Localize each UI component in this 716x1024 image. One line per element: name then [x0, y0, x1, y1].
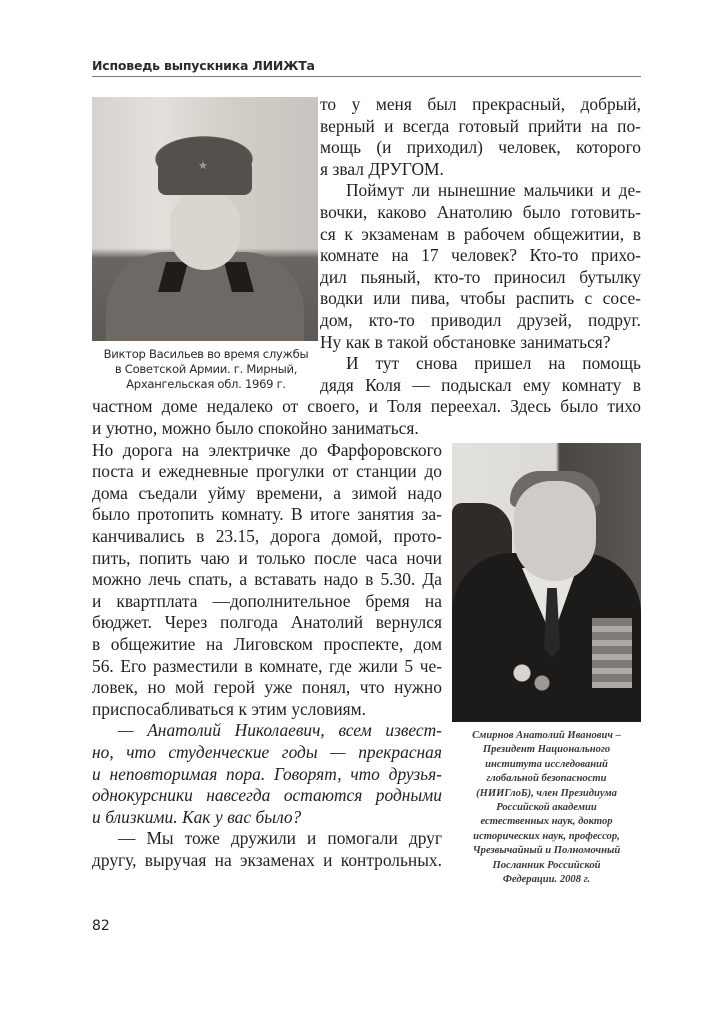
text-line: верный и всегда готовый прийти на по- — [320, 115, 641, 136]
photo-face — [514, 481, 596, 581]
text-line: ловек, но мой герой уже понял, что нужно — [92, 677, 442, 698]
text-line: мощь (и приходил) человек, которого — [320, 137, 641, 158]
caption-line: исторических наук, профессор, — [473, 830, 620, 842]
medals-left-icon — [507, 653, 557, 703]
text-line: я звал ДРУГОМ. — [320, 158, 444, 179]
text-line: Ну как в такой обстановке заниматься? — [320, 331, 611, 352]
caption-line: естественных наук, доктор — [480, 816, 613, 828]
text-line: ся к экзаменам в рабочем общежитии, в — [320, 223, 641, 244]
text-line: дядя Коля — подыскал ему комнату в — [320, 374, 641, 395]
text-line: и близкими. Как у вас было? — [92, 806, 302, 827]
text-line: но, что студенческие годы — прекрасная — [92, 742, 442, 762]
text-line: вочки, каково Анатолию было готовить- — [320, 202, 641, 222]
text-line: поста и ежедневные прогулки от станции до — [92, 461, 442, 482]
running-head: Исповедь выпускника ЛИИЖТа — [92, 58, 315, 73]
caption-line: глобальной безопасности — [486, 773, 607, 785]
text-line: можно лечь спать, а вставать надо в 5.30. Да — [92, 569, 442, 590]
text-line: — Анатолий Николаевич, всем извест- — [118, 720, 442, 741]
text-line: комнате на 17 человек? Кто-то прихо- — [320, 245, 641, 266]
caption-line: в Советской Армии. г. Мирный, — [114, 362, 298, 376]
text-line: Но дорога на электричке до Фарфоровского — [92, 439, 442, 460]
text-line: И тут снова пришел на помощь — [346, 353, 641, 374]
caption-line: Чрезвычайный и Полномочный — [472, 845, 621, 857]
text-line: пить, попить чаю и только после часа ночи — [92, 547, 442, 568]
caption-line: Посланник Российской — [492, 859, 601, 871]
text-line: бюджет. Через полгода Анатолий вернулся — [92, 612, 442, 633]
caption-line: института исследований — [485, 758, 608, 770]
caption-line: Архангельская обл. 1969 г. — [126, 377, 286, 391]
header-divider — [92, 76, 641, 77]
viktor-vasiliev-photo — [92, 97, 318, 341]
figure-caption-1 — [86, 347, 326, 392]
text-line: дом, кто-то приводил друзей, подруг. — [320, 310, 641, 330]
text-line: однокурсники навсегда остаются родными — [92, 785, 442, 806]
smirnov-portrait-photo — [452, 443, 641, 722]
caption-line: Российской академии — [496, 802, 597, 814]
caption-line: Смирнов Анатолий Иванович – — [472, 730, 621, 741]
text-line: дома съедали уйму времени, а зимой надо — [92, 482, 442, 503]
caption-line: Президент Национального — [482, 744, 611, 756]
text-line: и уютно, можно было спокойно заниматься. — [92, 418, 419, 438]
caption-line: (НИИГлоБ), член Президиума — [476, 787, 617, 799]
text-line: дил пьяный, кто-то приносил бутылку — [320, 266, 641, 287]
text-line: 56. Его разместили в комнате, где жили 5 че- — [92, 655, 442, 676]
text-line: водки или пива, чтобы распить с сосе- — [320, 288, 641, 309]
text-line: и неповторимая пора. Говорят, что друзья- — [92, 763, 442, 784]
text-line: приспосабливаться к этим условиям. — [92, 698, 367, 719]
text-line: было протопить комнату. В итоге занятия за- — [92, 504, 442, 525]
star-badge-icon: ★ — [198, 159, 208, 172]
medal-ribbons-right-icon — [592, 618, 632, 688]
text-line: в общежитие на Лиговском проспекте, дом — [92, 634, 442, 654]
text-line: Поймут ли нынешние мальчики и де- — [346, 180, 641, 201]
text-line: частном доме недалеко от своего, и Толя переехал. Здесь было тихо — [92, 396, 641, 417]
page-number: 82 — [92, 918, 110, 934]
text-line: канчивались в 23.15, дорога домой, прото- — [92, 526, 442, 546]
figure-caption-2 — [452, 729, 641, 887]
text-line: другу, выручая на экзаменах и контрольных. — [92, 850, 442, 870]
text-line: и квартплата —дополнительное бремя на — [92, 590, 442, 611]
caption-line: Виктор Васильев во время службы — [103, 347, 309, 361]
caption-line: Федерации. 2008 г. — [502, 874, 591, 886]
text-line: — Мы тоже дружили и помогали друг — [118, 828, 442, 849]
photo-face — [170, 192, 240, 270]
text-line: то у меня был прекрасный, добрый, — [320, 94, 641, 114]
